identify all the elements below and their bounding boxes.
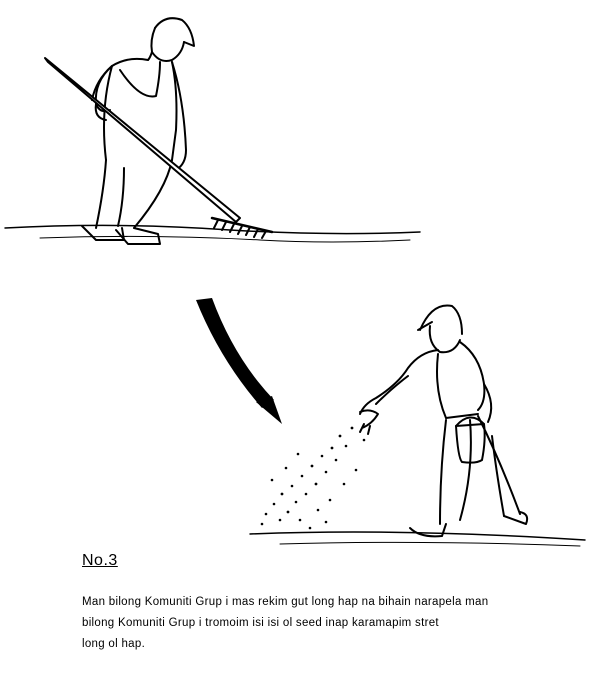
figure-number: No.3 — [82, 552, 118, 569]
caption-line: long ol hap. — [82, 638, 146, 650]
man-sowing-figure — [250, 306, 585, 547]
curved-arrow-icon — [196, 298, 282, 424]
man-raking-figure — [5, 18, 420, 244]
caption-line: Man bilong Komuniti Grup i mas rekim gut long hap na bihain narapela man — [82, 596, 489, 608]
caption-text — [82, 592, 582, 655]
seed-spray — [261, 427, 366, 530]
caption-line: bilong Komuniti Grup i tromoim isi isi ol seed inap karamapim stret — [82, 617, 439, 629]
